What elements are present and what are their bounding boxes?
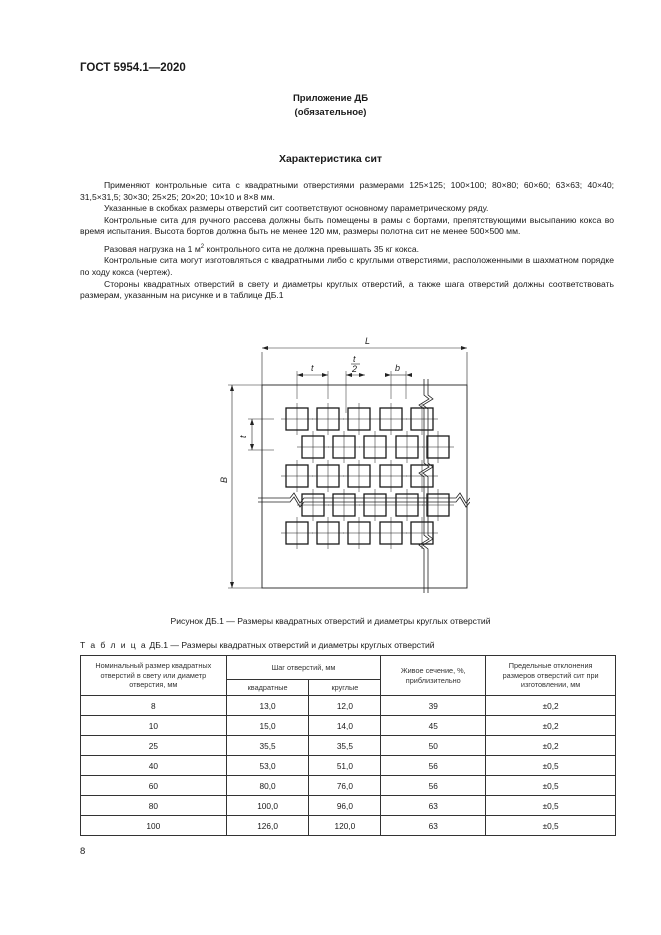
table-cell: 56 (381, 756, 486, 776)
standard-designation: ГОСТ 5954.1—2020 (80, 62, 186, 74)
table-row (81, 756, 616, 776)
table-cell: 120,0 (309, 816, 381, 836)
paragraph-load (80, 242, 614, 255)
table-cell: 13,0 (226, 696, 309, 716)
page-number: 8 (80, 846, 86, 857)
label-t-vertical: t (238, 435, 248, 438)
table-cell: 100,0 (226, 796, 309, 816)
table-cell: 25 (81, 736, 227, 756)
label-t-half-den: 2 (352, 364, 358, 374)
paragraph: Контрольные сита для ручного рассева должны быть помещены в рамы с бортами, препятствующими высыпанию кокса во время испытания. Высота бортов должна быть не менее 120 мм, размеры полотна сит не менее 500×500 мм. (80, 214, 614, 237)
label-b: b (395, 363, 401, 373)
sieve-drawing-svg (210, 335, 470, 600)
break-lines (258, 379, 470, 593)
load-text-after: контрольного сита не должна превышать 35 кг кокса. (204, 243, 420, 254)
table-cell: ±0,5 (486, 816, 616, 836)
table-cell: 76,0 (309, 776, 381, 796)
sieve-table (80, 655, 616, 836)
table-row (81, 736, 616, 756)
table-row (81, 796, 616, 816)
table-cell: 39 (381, 696, 486, 716)
table-cell: 80,0 (226, 776, 309, 796)
sieve-drawing (210, 335, 470, 605)
table-cell: ±0,5 (486, 756, 616, 776)
figure-caption: Рисунок ДБ.1 — Размеры квадратных отверстий и диаметры круглых отверстий (170, 616, 491, 626)
table-cell: 45 (381, 716, 486, 736)
table-cell: 60 (81, 776, 227, 796)
paragraph: Стороны квадратных отверстий в свету и диаметры круглых отверстий, а также шага отверстий должны соответствовать размерам, указанным на рисунке и в таблице ДБ.1 (80, 278, 614, 301)
table-caption-prefix: Т а б л и ц а (80, 640, 147, 650)
header-round: круглые (309, 680, 381, 696)
table-cell: ±0,2 (486, 736, 616, 756)
table-cell: ±0,5 (486, 796, 616, 816)
paragraph: Контрольные сита могут изготовляться с квадратными либо с круглыми отверстиями, расположенными в шахматном порядке по ходу кокса (чертеж). (80, 255, 614, 278)
table-cell: 50 (381, 736, 486, 756)
table-cell: 40 (81, 756, 227, 776)
label-L: L (365, 336, 371, 346)
table-row (81, 816, 616, 836)
table-row (81, 716, 616, 736)
header-tolerance: Предельные отклонения размеров отверстий сит при изготовлении, мм (486, 656, 616, 696)
table-row (81, 696, 616, 716)
label-t-half-num: t (353, 354, 356, 364)
table-row (81, 776, 616, 796)
table-cell: 56 (381, 776, 486, 796)
table-cell: 53,0 (226, 756, 309, 776)
load-text-sup: 2 (200, 243, 205, 250)
table-caption-text: ДБ.1 — Размеры квадратных отверстий и диаметры круглых отверстий (147, 640, 435, 650)
annex-status: (обязательное) (294, 107, 367, 118)
header-pitch: Шаг отверстий, мм (226, 656, 381, 680)
table-cell: ±0,5 (486, 776, 616, 796)
table-cell: 35,5 (226, 736, 309, 756)
table-caption (80, 640, 435, 650)
header-nominal: Номинальный размер квадратных отверстий в свету или диаметр отверстия, мм (81, 656, 227, 696)
label-t: t (311, 363, 314, 373)
table-cell: 63 (381, 816, 486, 836)
annex-title: Приложение ДБ (292, 93, 369, 104)
table-cell: 126,0 (226, 816, 309, 836)
table-cell: 63 (381, 796, 486, 816)
header-square: квадратные (226, 680, 309, 696)
table-cell: 12,0 (309, 696, 381, 716)
section-title: Характеристика сит (278, 153, 383, 165)
label-B: B (219, 476, 229, 483)
table-cell: 8 (81, 696, 227, 716)
table-cell: 51,0 (309, 756, 381, 776)
table-cell: 15,0 (226, 716, 309, 736)
load-text-before: Разовая нагрузка на 1 м (104, 243, 201, 254)
paragraph: Указанные в скобках размеры отверстий сит соответствуют основному параметрическому ряду. (104, 203, 489, 214)
annex-heading (0, 92, 661, 120)
table-cell: 100 (81, 816, 227, 836)
table-cell: 35,5 (309, 736, 381, 756)
table-cell: ±0,2 (486, 716, 616, 736)
table-cell: 14,0 (309, 716, 381, 736)
table-cell: 10 (81, 716, 227, 736)
table-cell: 80 (81, 796, 227, 816)
table-cell: 96,0 (309, 796, 381, 816)
paragraph: Применяют контрольные сита с квадратными отверстиями размерами 125×125; 100×100; 80×80; 60×60; 63×63; 40×40; 31,5×31,5; 30×30; 25×25; 20×20; 10×10 и 8×8 мм. (80, 180, 614, 202)
body-text (80, 180, 614, 302)
table-cell: ±0,2 (486, 696, 616, 716)
header-open-area: Живое сечение, %, приблизительно (381, 656, 486, 696)
table-body (81, 696, 616, 836)
